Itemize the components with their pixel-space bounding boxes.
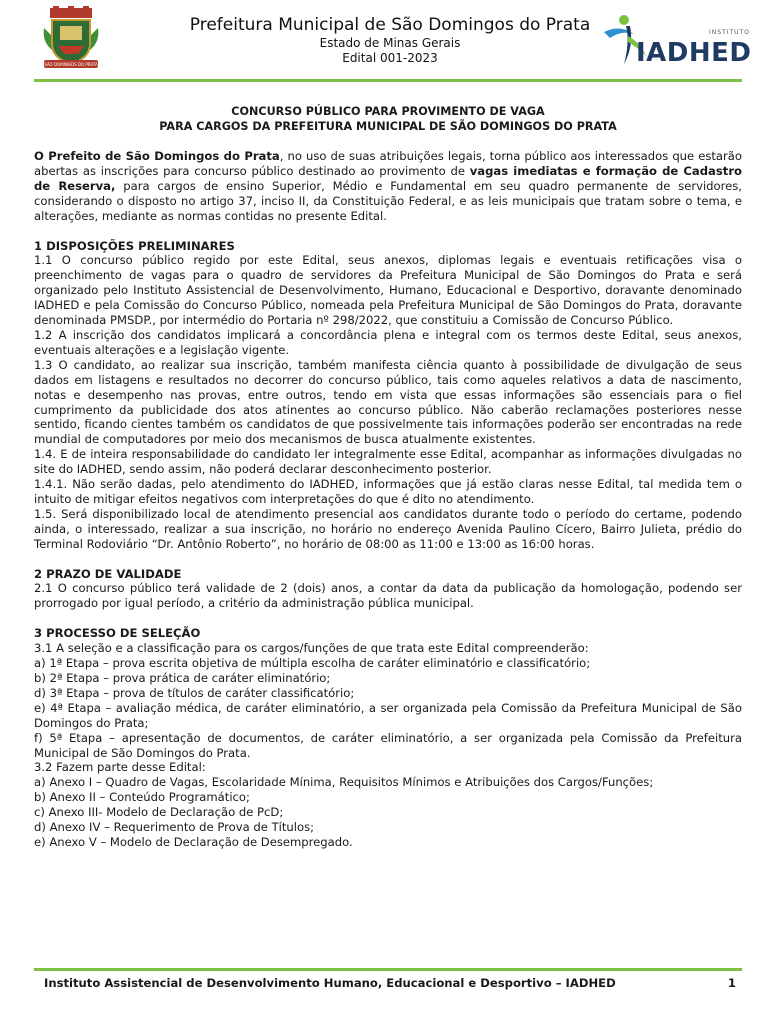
list-item: b) 2ª Etapa – prova prática de caráter eliminatório;	[34, 671, 331, 685]
list-item: e) 4ª Etapa – avaliação médica, de caráter eliminatório, a ser organizada pela Comissão da Prefeitura Municipal de São Domingos do Prata;	[34, 700, 742, 730]
header-divider	[34, 79, 742, 82]
section-2-heading: 2 PRAZO DE VALIDADE	[34, 566, 182, 581]
list-item: a) 1ª Etapa – prova escrita objetiva de múltipla escolha de caráter eliminatório e classificatório;	[34, 656, 591, 671]
paragraph-1-5: 1.5. Será disponibilizado local de atendimento presencial aos candidatos durante todo o período do certame, podendo ainda, o interessado, realizar a sua inscrição, no horário no endereço Avenida Paulino Cícero, Bairro Julieta, prédio do Terminal Rodoviário “Dr. Antônio Roberto”, no horário de 08:00 as 11:00 e 13:00 as 16:00 horas.	[34, 506, 742, 551]
paragraph-3-1: 3.1 A seleção e a classificação para os cargos/funções de que trata este Edital compreenderão:	[34, 641, 589, 656]
page-footer	[44, 975, 736, 991]
paragraph-1-2: 1.2 A inscrição dos candidatos implicará a concordância plena e integral com os termos deste Edital, seus anexos, eventuais alterações e a legislação vigente.	[34, 327, 742, 357]
list-item: b) Anexo II – Conteúdo Programático;	[34, 790, 250, 805]
list-item: d) 3ª Etapa – prova de títulos de caráter classificatório;	[34, 685, 355, 700]
paragraph-1-3: 1.3 O candidato, ao realizar sua inscrição, também manifesta ciência quanto à possibilidade de divulgação de seus dados em listagens e resultados no decorrer do concurso público, tais como aqueles relativos a data de nascimento, notas e desempenho nas provas, entre outros, tendo em vista que essas informações são essenciais para o fiel cumprimento da publicidade dos atos atinentes ao concurso público. Não caberão reclamações posteriores nesse sentido, ficando cientes também os candidatos de que possivelmente tais informações poderão ser encontradas na rede mundial de computadores por meio dos mecanismos de busca atualmente existentes.	[34, 357, 742, 447]
logo-institute-label: INSTITUTO	[709, 29, 750, 36]
crest-banner: SÃO DOMINGOS DO PRATA	[44, 62, 98, 67]
intro-lead: O Prefeito de São Domingos do Prata	[34, 149, 280, 163]
intro-text-a: , no uso de suas atribuições legais, torna público aos interessados que estarão abertas as inscrições para concurso público destinado ao provimento de	[34, 149, 742, 178]
state-name: Estado de Minas Gerais	[319, 36, 461, 50]
paragraph-2-1: 2.1 O concurso público terá validade de 2 (dois) anos, a contar da data da publicação da homologação, podendo ser prorrogado por igual período, a critério da administração pública municipal.	[34, 581, 742, 611]
list-item: a) Anexo I – Quadro de Vagas, Escolaridade Mínima, Requisitos Mínimos e Atribuições dos Cargos/Funções;	[34, 775, 654, 790]
paragraph-1-4-1: 1.4.1. Não serão dadas, pelo atendimento do IADHED, informações que já estão claras nesse Edital, tal medida tem o intuito de mitigar efeitos negativos com interpretações do que é dito no atendimento.	[34, 477, 742, 506]
list-item: c) Anexo III- Modelo de Declaração de PcD;	[34, 805, 284, 820]
header-text	[120, 14, 660, 66]
list-item: e) Anexo V – Modelo de Declaração de Desempregado.	[34, 834, 353, 849]
paragraph-1-4: 1.4. E de inteira responsabilidade do candidato ler integralmente esse Edital, acompanhar as informações divulgadas no site do IADHED, sendo assim, não poderá declarar desconhecimento posterior.	[34, 447, 742, 477]
intro-paragraph	[34, 149, 742, 224]
logo-name: IADHED	[636, 38, 752, 68]
list-item: d) Anexo IV – Requerimento de Prova de Títulos;	[34, 820, 315, 835]
document-title-line-2: PARA CARGOS DA PREFEITURA MUNICIPAL DE SÃO DOMINGOS DO PRATA	[159, 120, 617, 133]
section-1-heading: 1 DISPOSIÇÕES PRELIMINARES	[34, 238, 235, 253]
municipal-crest-icon	[38, 6, 104, 72]
document-body	[34, 104, 742, 850]
intro-vagas: vagas imediatas e formação de Cadastro de Reserva,	[34, 163, 742, 193]
list-item: f) 5ª Etapa – apresentação de documentos, de caráter eliminatório, a ser organizada pela Comissão da Prefeitura Municipal de São Domingos do Prata.	[34, 730, 742, 760]
footer-divider	[34, 968, 742, 971]
footer-institute-name: Instituto Assistencial de Desenvolvimento Humano, Educacional e Desportivo – IADHED	[44, 976, 616, 990]
section-3-heading: 3 PROCESSO DE SELEÇÃO	[34, 626, 201, 641]
paragraph-1-1: 1.1 O concurso público regido por este Edital, seus anexos, diplomas legais e eventuais retificações visa o preenchimento de vagas para o quadro de servidores da Prefeitura Municipal de São Domingos do Prata e será organizado pelo Instituto Assistencial de Desenvolvimento, Humano, Educacional e Desportivo, doravante denominado IADHED e pela Comissão do Concurso Público, nomeada pela Prefeitura Municipal de São Domingos do Prata, doravante denominada PMSDP., por intermédio do Portaria nº 298/2022, que constituiu a Comissão de Concurso Público.	[34, 253, 742, 328]
paragraph-3-2: 3.2 Fazem parte desse Edital:	[34, 760, 206, 775]
page-header	[0, 0, 768, 80]
document-title-line-1: CONCURSO PÚBLICO PARA PROVIMENTO DE VAGA	[231, 105, 545, 118]
municipality-title: Prefeitura Municipal de São Domingos do Prata	[189, 15, 591, 35]
intro-text-b: para cargos de ensino Superior, Médio e Fundamental em seu quadro permanente de servidores, considerando o disposto no artigo 37, inciso II, da Constituição Federal, e as leis municipais que tratam sobre o tema, e alterações, mediante as normas contidas no presente Edital.	[34, 178, 742, 223]
edital-number: Edital 001-2023	[342, 51, 438, 65]
page-number: 1	[727, 976, 736, 990]
